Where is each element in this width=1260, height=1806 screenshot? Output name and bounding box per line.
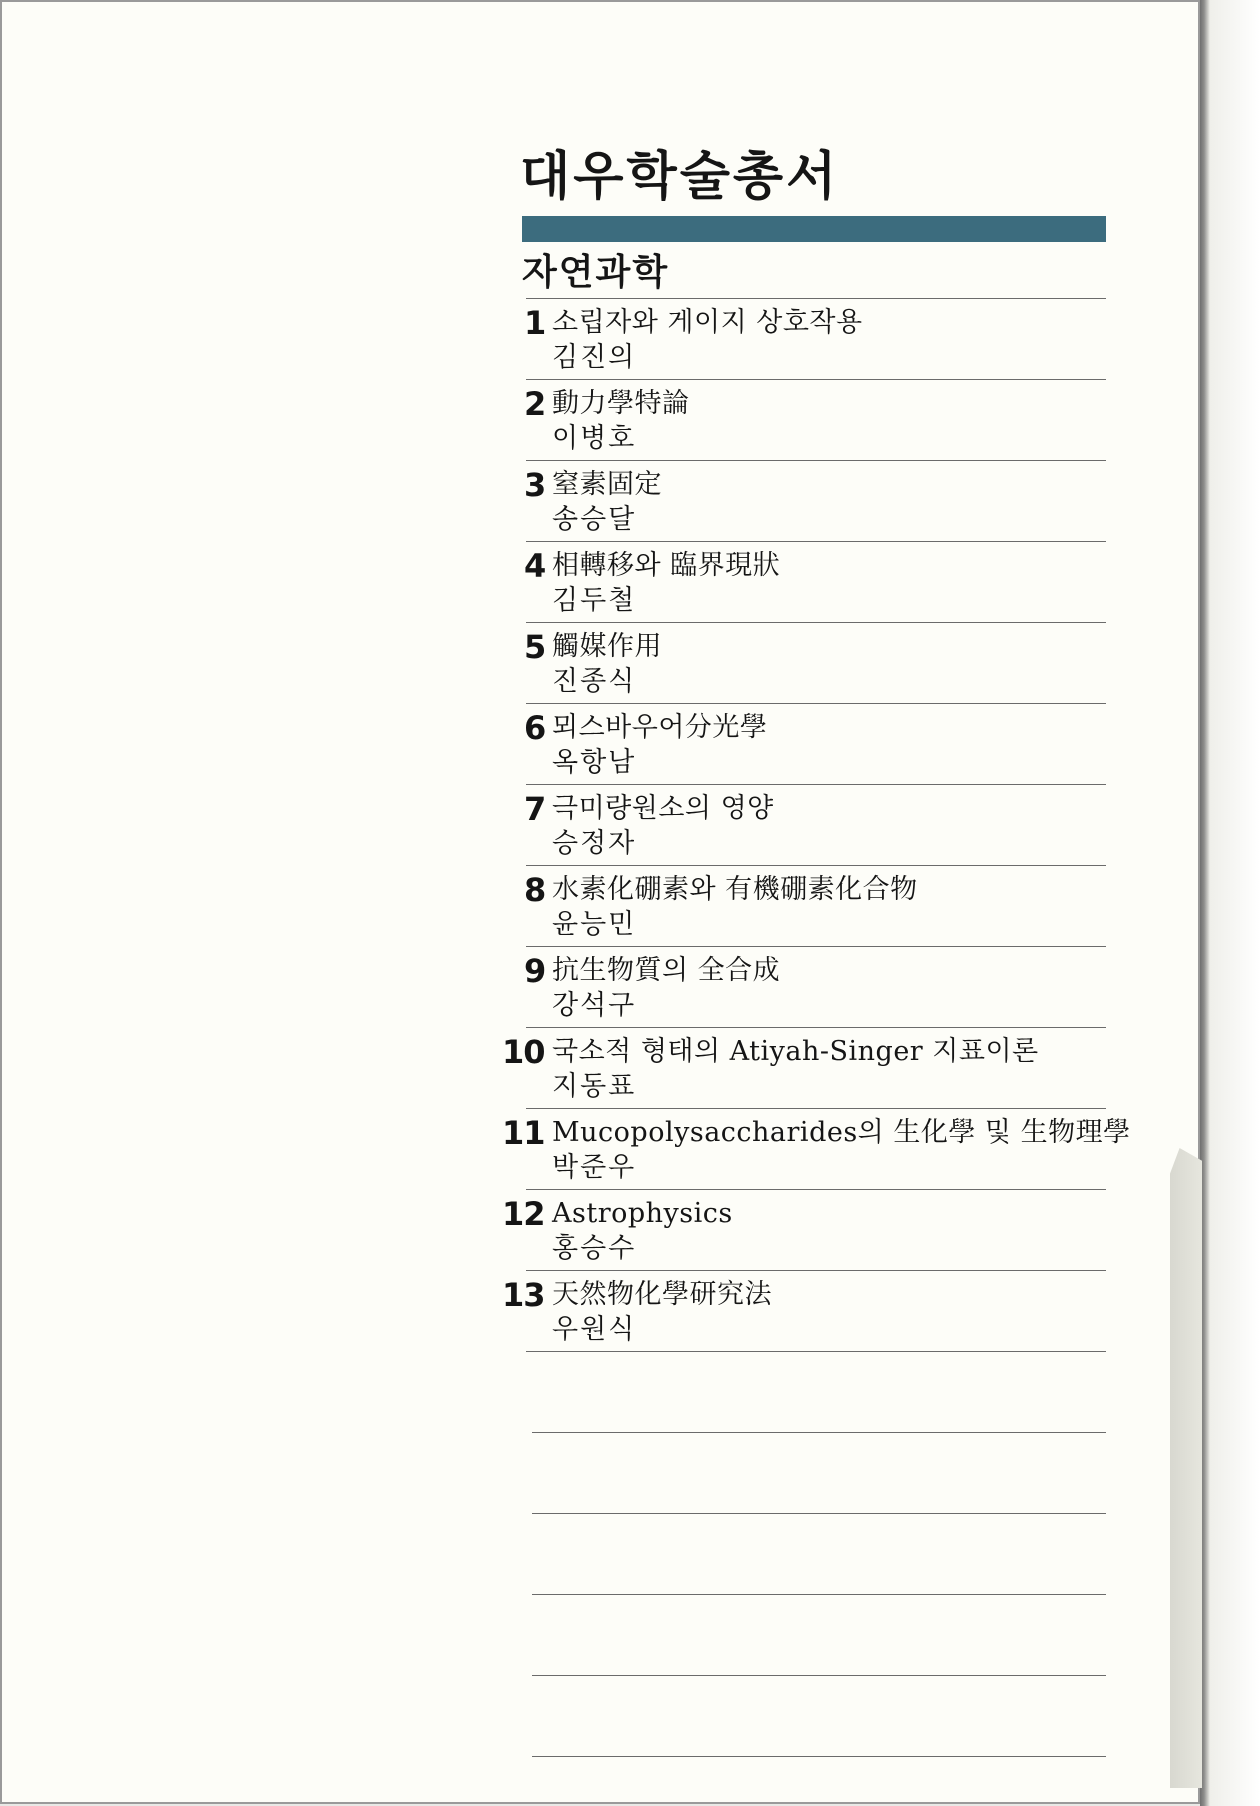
series-title: 대우학술총서 xyxy=(520,147,840,207)
book-number: 3 xyxy=(524,466,547,504)
book-author: 김두철 xyxy=(552,585,637,616)
book-title: 窒素固定 xyxy=(552,469,662,500)
book-entry xyxy=(502,1271,1106,1352)
book-title: 국소적 형태의 Atiyah-Singer 지표이론 xyxy=(552,1036,1039,1067)
book-number: 11 xyxy=(502,1114,545,1152)
book-number: 13 xyxy=(502,1276,545,1314)
section-title: 자연과학 xyxy=(522,252,670,293)
page-edge-shadow xyxy=(1200,0,1260,1806)
blank-entry-line xyxy=(532,1595,1106,1676)
book-entry xyxy=(526,947,1106,1028)
blank-entry-line xyxy=(532,1352,1106,1433)
book-author: 홍승수 xyxy=(552,1233,637,1264)
book-entry xyxy=(526,866,1106,947)
book-title: Mucopolysaccharides의 生化學 및 生物理學 xyxy=(552,1117,1131,1148)
book-number: 6 xyxy=(524,709,547,747)
book-entry xyxy=(526,704,1106,785)
accent-bar xyxy=(522,216,1106,242)
book-entry xyxy=(526,623,1106,704)
book-entry xyxy=(526,299,1106,380)
book-entry xyxy=(526,785,1106,866)
book-author: 옥항남 xyxy=(552,747,637,778)
book-author: 김진의 xyxy=(552,342,637,373)
book-author: 박준우 xyxy=(552,1152,637,1183)
book-number: 9 xyxy=(524,952,547,990)
series-listing xyxy=(502,142,1131,1757)
book-title: 소립자와 게이지 상호작용 xyxy=(552,307,863,338)
book-title: 뫼스바우어分光學 xyxy=(552,712,768,743)
book-author: 진종식 xyxy=(552,666,637,697)
book-number: 5 xyxy=(524,628,547,666)
book-number: 7 xyxy=(524,790,547,828)
book-author: 강석구 xyxy=(552,990,637,1021)
book-title: 抗生物質의 全合成 xyxy=(552,955,781,986)
book-entry xyxy=(502,1028,1106,1109)
book-number: 10 xyxy=(502,1033,545,1071)
book-number: 4 xyxy=(524,547,547,585)
book-entry xyxy=(526,380,1106,461)
book-title: 動力學特論 xyxy=(552,388,690,419)
book-title: 天然物化學研究法 xyxy=(552,1279,772,1310)
blank-entry-line xyxy=(532,1676,1106,1757)
book-title: 水素化硼素와 有機硼素化合物 xyxy=(552,874,918,905)
book-title: Astrophysics xyxy=(552,1198,733,1229)
book-number: 2 xyxy=(524,385,547,423)
book-number: 12 xyxy=(502,1195,545,1233)
book-author: 윤능민 xyxy=(552,909,637,940)
book-title: 극미량원소의 영양 xyxy=(552,793,774,824)
book-entry xyxy=(526,542,1106,623)
book-author: 우원식 xyxy=(552,1314,637,1345)
book-title: 觸媒作用 xyxy=(552,631,662,662)
book-entry xyxy=(502,1109,1131,1190)
book-author: 송승달 xyxy=(552,504,637,535)
blank-entry-line xyxy=(532,1433,1106,1514)
book-author: 승정자 xyxy=(552,828,637,859)
book-entry xyxy=(502,1190,1106,1271)
book-number: 8 xyxy=(524,871,547,909)
blank-entry-line xyxy=(532,1514,1106,1595)
book-author: 이병호 xyxy=(552,423,637,454)
book-entry xyxy=(526,461,1106,542)
page-edge-tab xyxy=(1170,1148,1202,1788)
book-number: 1 xyxy=(524,304,547,342)
book-title: 相轉移와 臨界現狀 xyxy=(552,550,781,581)
book-author: 지동표 xyxy=(552,1071,637,1102)
